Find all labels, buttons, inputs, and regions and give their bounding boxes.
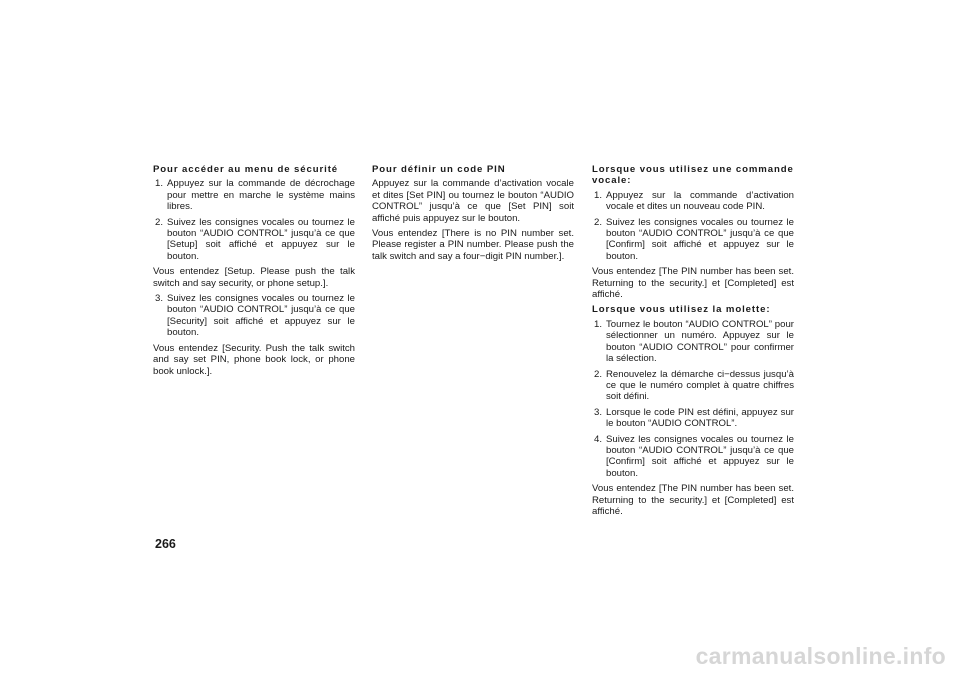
step-number: 3. [594,406,603,418]
step-number: 2. [594,216,603,228]
step-text: Appuyez sur la commande d’activation vocale et dites un nouveau code PIN. [606,189,794,213]
section-heading-set-pin: Pour définir un code PIN [372,164,506,175]
paragraph-setup-prompt: Vous entendez [Setup. Please push the talk switch and say security, or phone setup.]. [153,266,355,289]
steps-list-security-menu-a [153,178,355,262]
list-item [153,293,355,339]
step-text: Tournez le bouton “AUDIO CONTROL” pour sélectionner un numéro. Appuyez sur le bouton “AUDIO CONTROL” pour confirmer la sélection. [606,318,794,365]
step-number: 1. [155,178,164,190]
list-item [592,434,794,480]
column-set-pin [372,164,574,266]
list-item [592,217,794,263]
step-number: 4. [594,433,603,445]
list-item [153,178,355,212]
step-number: 1. [594,189,603,201]
section-heading-voice-command: Lorsque vous utilisez une commande vocale: [592,164,794,187]
step-number: 3. [155,293,164,305]
list-item [592,190,794,213]
list-item [592,319,794,365]
paragraph-set-pin-instructions: Appuyez sur la commande d’activation vocale et dites [Set PIN] ou tournez le bouton “AUDIO CONTROL” jusqu’à ce que [Set PIN] soit affiché puis appuyez sur le bouton. [372,178,574,224]
watermark: carmanualsonline.info [695,643,946,669]
list-item [592,407,794,430]
step-text: Lorsque le code PIN est défini, appuyez sur le bouton “AUDIO CONTROL”. [606,406,794,430]
section-heading-dial: Lorsque vous utilisez la molette: [592,304,771,316]
steps-list-voice-command [592,190,794,262]
page-number: 266 [155,537,176,551]
step-text: Suivez les consignes vocales ou tournez le bouton “AUDIO CONTROL” jusqu’à ce que [Setup] soit affiché et appuyez sur le bouton. [167,216,355,262]
paragraph-pin-set-confirmation: Vous entendez [The PIN number has been set. Returning to the security.] et [Completed] est affiché. [592,266,794,301]
paragraph-security-prompt: Vous entendez [Security. Push the talk switch and say set PIN, phone book lock, or phone book unlock.]. [153,342,355,377]
step-number: 1. [594,318,603,330]
column-security-menu [153,164,355,381]
step-text: Suivez les consignes vocales ou tournez le bouton “AUDIO CONTROL” jusqu’à ce que [Confirm] soit affiché et appuyez sur le bouton. [606,433,794,479]
step-text: Suivez les consignes vocales ou tournez le bouton “AUDIO CONTROL” jusqu’à ce que [Security] soit affiché et appuyez sur le bouton. [167,293,355,339]
steps-list-dial [592,319,794,479]
list-item [153,217,355,263]
column-pin-entry [592,164,794,521]
step-number: 2. [594,368,603,380]
step-number: 2. [155,216,164,228]
section-heading-security-menu: Pour accéder au menu de sécurité [153,164,339,175]
paragraph-no-pin-prompt: Vous entendez [There is no PIN number set. Please register a PIN number. Please push the talk switch and say a four−digit PIN number.]. [372,228,574,262]
list-item [592,369,794,403]
steps-list-security-menu-b [153,293,355,339]
step-text: Suivez les consignes vocales ou tournez le bouton “AUDIO CONTROL” jusqu’à ce que [Confirm] soit affiché et appuyez sur le bouton. [606,216,794,262]
paragraph-pin-set-confirmation-dial: Vous entendez [The PIN number has been set. Returning to the security.] et [Completed] est affiché. [592,483,794,517]
step-text: Renouvelez la démarche ci−dessus jusqu’à ce que le numéro complet à quatre chiffres soit défini. [606,368,794,403]
step-text: Appuyez sur la commande de décrochage pour mettre en marche le système mains libres. [167,178,355,213]
